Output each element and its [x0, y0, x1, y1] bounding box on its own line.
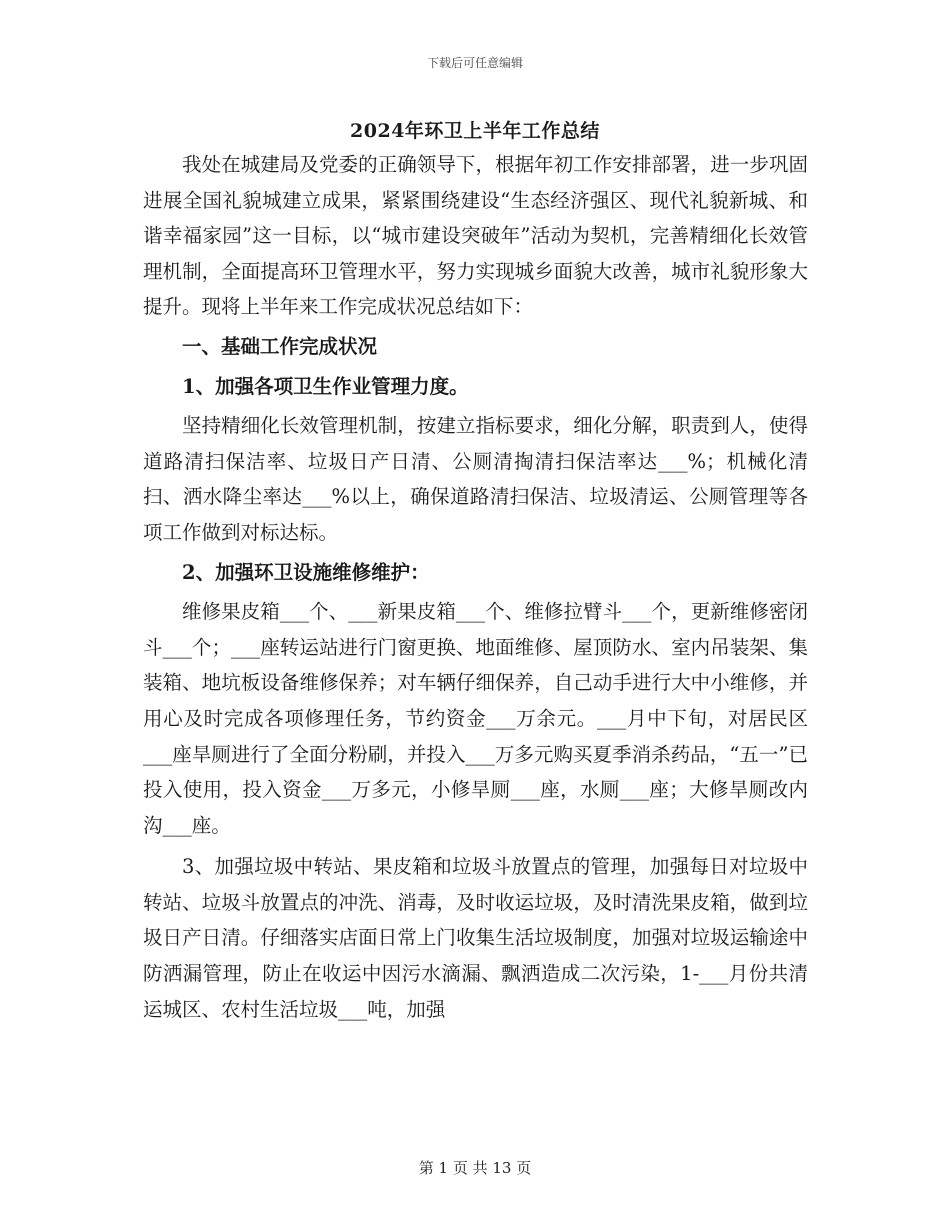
paragraph-item-2: 维修果皮箱___个、___新果皮箱___个、维修拉臂斗___个，更新维修密闭斗___个；___座转运站进行门窗更换、地面维修、屋顶防水、室内吊装架、集装箱、地坑板设备维修保养；对车辆仔细保养，自己动手进行大中小维修，并用心及时完成各项修理任务，节约资金___万余元。___月中下旬，对居民区___座旱厕进行了全面分粉刷，并投入___万多元购买夏季消杀药品，“五一”已投入使用，投入资金___万多元，小修旱厕___座，水厕___座；大修旱厕改内沟___座。 — [143, 600, 808, 837]
paragraph-intro: 我处在城建局及党委的正确领导下，根据年初工作安排部署，进一步巩固进展全国礼貌城建立成果，紧紧围绕建设“生态经济强区、现代礼貌新城、和谐幸福家园”这一目标，以“城市建设突破年”活动为契机，完善精细化长效管理机制，全面提高环卫管理水平，努力实现城乡面貌大改善，城市礼貌形象大提升。现将上半年来工作完成状况总结如下： — [143, 153, 808, 319]
document-title: 2024年环卫上半年工作总结 — [350, 120, 600, 142]
paragraph-item-1: 坚持精细化长效管理机制，按建立指标要求，细化分解，职责到人，使得道路清扫保洁率、垃圾日产日清、公厕清掏清扫保洁率达___%；机械化清扫、洒水降尘率达___%以上，确保道路清扫保洁、垃圾清运、公厕管理等各项工作做到对标达标。 — [143, 414, 808, 544]
paragraph-item-3: 3、加强垃圾中转站、果皮箱和垃圾斗放置点的管理，加强每日对垃圾中转站、垃圾斗放置点的冲洗、消毒，及时收运垃圾，及时清洗果皮箱，做到垃圾日产日清。仔细落实店面日常上门收集生活垃圾制度，加强对垃圾运输途中防洒漏管理，防止在收运中因污水滴漏、飘洒造成二次污染，1-___月份共清运城区、农村生活垃圾___吨，加强 — [143, 855, 808, 1021]
document-body — [143, 147, 808, 1027]
header-note: 下载后可任意编辑 — [426, 56, 523, 70]
item-heading-1: 1、加强各项卫生作业管理力度。 — [182, 374, 469, 398]
item-heading-2: 2、加强环卫设施维修维护： — [182, 560, 430, 584]
page-footer: 第 1 页 共 13 页 — [418, 1159, 532, 1177]
section-heading-basic-work: 一、基础工作完成状况 — [182, 334, 378, 358]
